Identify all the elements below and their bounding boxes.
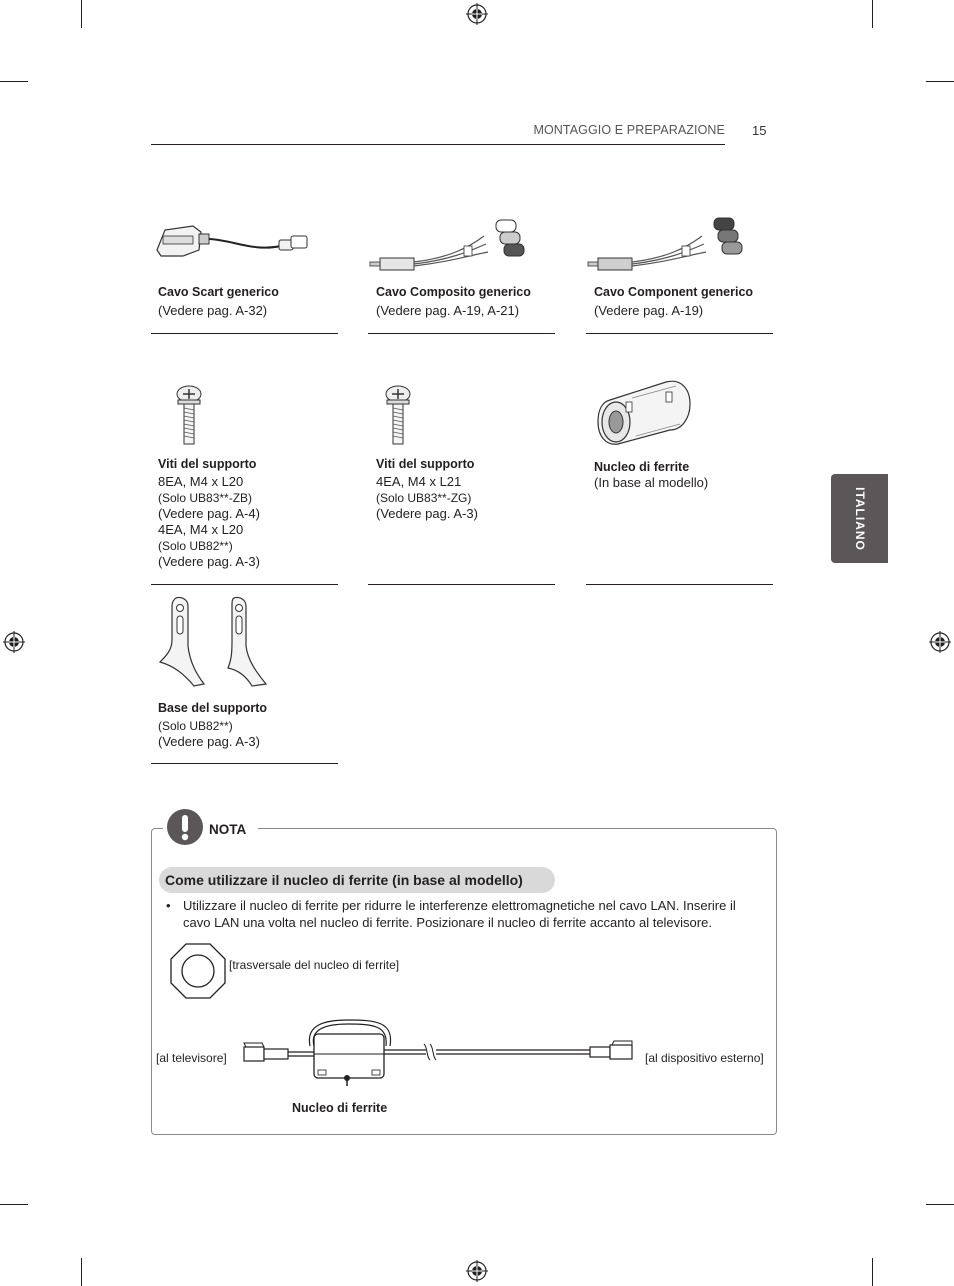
language-tab (831, 474, 888, 563)
scart-cable-icon (153, 218, 313, 262)
crop-mark (872, 0, 873, 28)
item-name: Nucleo di ferrite (594, 460, 690, 474)
stand-base-icon (154, 594, 270, 690)
item-line: (Vedere pag. A-4) (158, 506, 260, 521)
item-line: (Solo UB83**-ZG) (376, 491, 472, 505)
item-line: 4EA, M4 x L21 (376, 474, 462, 489)
warning-icon (166, 808, 204, 846)
item-separator (586, 584, 773, 585)
item-separator (368, 584, 555, 585)
to-external-device-label: [al dispositivo esterno] (645, 1051, 764, 1065)
item-line: 4EA, M4 x L20 (158, 522, 244, 537)
language-tab-label: ITALIANO (852, 486, 867, 551)
item-line: 8EA, M4 x L20 (158, 474, 244, 489)
item-line: (Vedere pag. A-3) (376, 506, 478, 521)
item-separator (151, 333, 338, 334)
screw-icon (383, 384, 413, 448)
registration-mark-icon (466, 3, 488, 25)
item-name: Viti del supporto (158, 457, 257, 471)
item-composite-cable (376, 284, 531, 319)
item-separator (586, 333, 773, 334)
registration-mark-icon (466, 1260, 488, 1282)
item-name: Cavo Composito generico (376, 285, 531, 299)
item-component-cable (594, 284, 753, 319)
item-line: (Solo UB82**) (158, 719, 233, 733)
ferrite-core-icon (596, 378, 694, 448)
ferrite-cross-section-icon (170, 943, 226, 999)
to-tv-label: [al televisore] (156, 1051, 227, 1065)
item-line: (Vedere pag. A-19) (594, 303, 704, 318)
item-line: (In base al modello) (594, 475, 709, 490)
item-ferrite-core (594, 459, 708, 491)
registration-mark-icon (929, 631, 951, 653)
crop-mark (0, 1204, 28, 1205)
registration-mark-icon (3, 631, 25, 653)
cross-section-label: [trasversale del nucleo di ferrite] (229, 958, 400, 972)
item-name: Base del supporto (158, 701, 268, 715)
item-separator (151, 763, 338, 764)
item-stand-screws-2 (376, 456, 478, 522)
header-rule (151, 144, 725, 145)
composite-cable-icon (368, 208, 543, 278)
item-name: Cavo Component generico (594, 285, 754, 299)
lan-cable-diagram (236, 1012, 641, 1086)
item-line: (Vedere pag. A-3) (158, 734, 260, 749)
item-line: (Vedere pag. A-32) (158, 303, 268, 318)
item-line: (Vedere pag. A-3) (158, 554, 260, 569)
screw-icon (174, 384, 204, 448)
crop-mark (872, 1258, 873, 1286)
item-line: (Solo UB83**-ZB) (158, 491, 253, 505)
note-heading: Come utilizzare il nucleo di ferrite (in base al modello) (165, 872, 523, 888)
component-cable-icon (586, 208, 761, 278)
crop-mark (81, 0, 82, 28)
item-separator (368, 333, 555, 334)
item-name: Cavo Scart generico (158, 285, 279, 299)
item-line: (Solo UB82**) (158, 539, 233, 553)
crop-mark (926, 81, 954, 82)
item-separator (151, 584, 338, 585)
ferrite-core-label: Nucleo di ferrite (292, 1101, 388, 1115)
bullet-text: Utilizzare il nucleo di ferrite per ridurre le interferenze elettromagnetiche nel cavo LAN. Inserire il cavo LAN una volta nel nucleo di ferrite. Posizionare il nucleo di ferrite accanto al televisore. (183, 898, 736, 930)
item-scart-cable (158, 284, 279, 319)
note-label: NOTA (209, 822, 247, 837)
crop-mark (0, 81, 28, 82)
note-heading-pill (159, 867, 555, 893)
item-stand-base (158, 700, 267, 750)
section-title: MONTAGGIO E PREPARAZIONE (533, 123, 725, 137)
item-line: (Vedere pag. A-19, A-21) (376, 303, 520, 318)
item-name: Viti del supporto (376, 457, 475, 471)
bullet-marker: • (166, 898, 171, 913)
page-number: 15 (752, 123, 767, 138)
crop-mark (81, 1258, 82, 1286)
crop-mark (926, 1204, 954, 1205)
item-stand-screws-1 (158, 456, 260, 570)
